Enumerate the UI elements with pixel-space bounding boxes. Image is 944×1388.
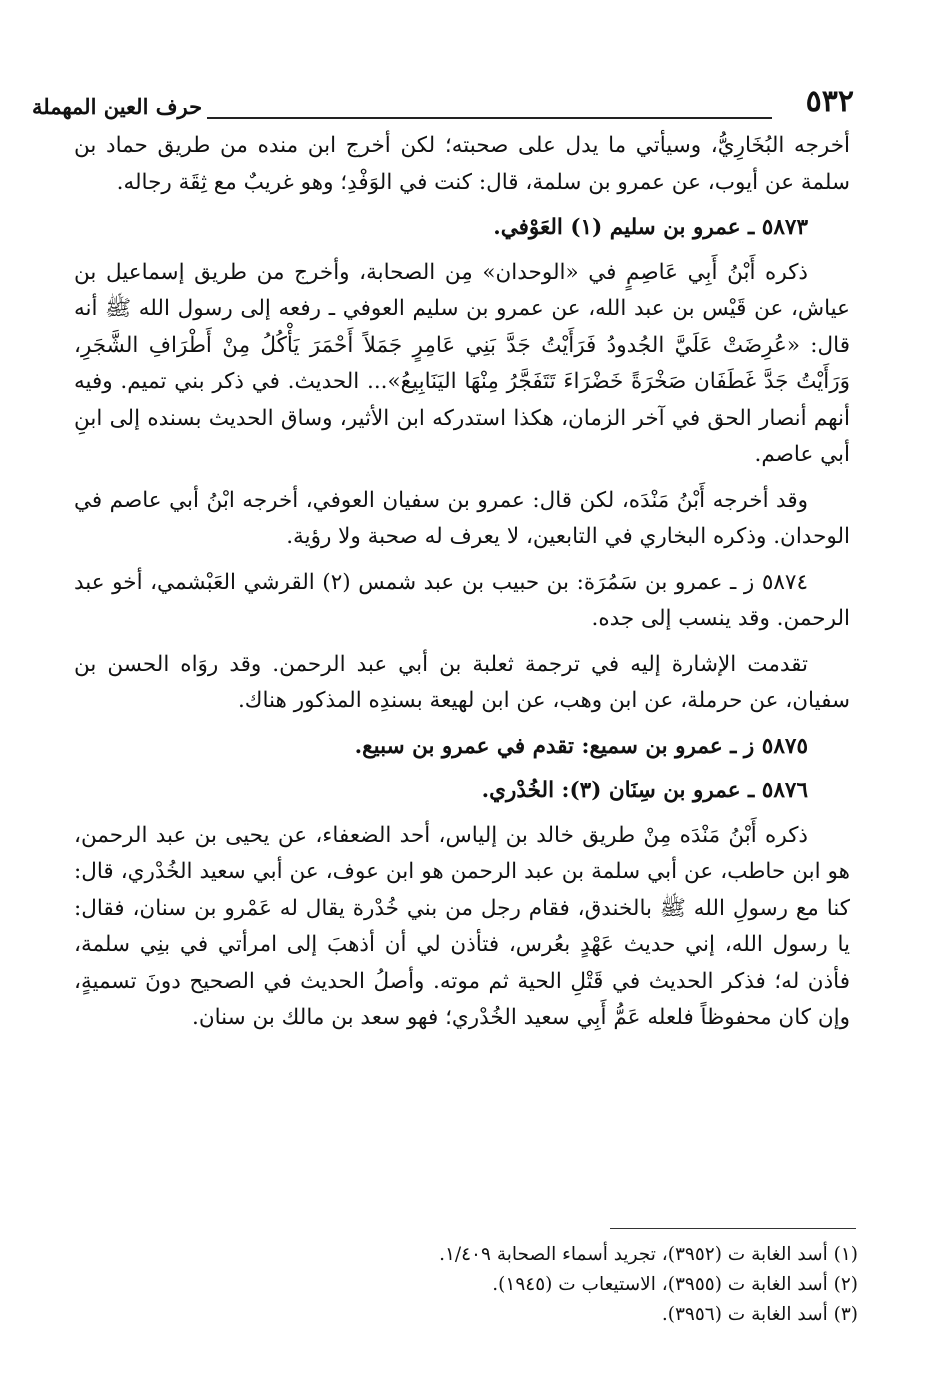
paragraph: أخرجه البُخَارِيُّ، وسيأتي ما يدل على صحبته؛ لكن أخرج ابن منده من طريق حماد بن سلمة عن أيوب، عن عمرو بن سلمة، قال: كنت في الوَفْدِ؛ وهو غريبٌ مع ثِقَة رجاله. <box>74 133 850 195</box>
running-title: حرف العين المهملة <box>32 94 203 119</box>
footnotes <box>82 1240 858 1330</box>
paragraph: تقدمت الإشارة إليه في ترجمة ثعلبة بن أبي عبد الرحمن. وقد روَاه الحسن بن سفيان، عن حرملة، عن ابن وهب، عن ابن لهيعة بسندِه المذكور هناك. <box>74 651 850 713</box>
entry-heading: ٥٨٧٣ ـ عمرو بن سليم (١) العَوْفي. <box>493 215 808 240</box>
footnote: (٢) أسد الغابة ت (٣٩٥٥)، الاستيعاب ت (١٩٤٥). <box>492 1274 858 1295</box>
footnote: (١) أسد الغابة ت (٣٩٥٢)، تجريد أسماء الصحابة ١/٤٠٩. <box>439 1244 858 1265</box>
paragraph: ذكره أَبْنُ أَبِي عَاصِمٍ في «الوحدان» مِن الصحابة، وأخرج من طريق إسماعيل بن عياش، عن قَيْس بن عبد الله، عن عمرو بن سليم العوفي ـ رفعه إلى رسول الله ﷺ أنه قال: «عُرِضَتْ عَلَيَّ الجُدودُ فَرَأَيْتُ جَدَّ بَنِي عَامِرٍ جَمَلاً أَحْمَرَ يَأْكُلُ مِنْ أَطْرَافِ الشَّجَرِ، وَرَأَيْتُ جَدَّ غَطَفَان صَخْرَةً خَضْرَاءَ تَتَفَجَّرُ مِنْهَا اليَنَابِيعُ»... الحديث. في ذكر بني تميم. وفيه أنهم أنصار الحق في آخر الزمان، هكذا استدركه ابن الأثير، وساق الحديث بسنده إلى ابنِ أبي عاصم. <box>74 259 850 467</box>
page-header <box>32 84 854 124</box>
entry-heading: ٥٨٧٤ ز ـ عمرو بن سَمُرَة: بن حبيب بن عبد شمس (٢) القرشي العَبْشمي، أخو عبد الرحمن. وقد ينسب إلى جده. <box>74 569 850 631</box>
header-rule <box>207 117 772 119</box>
paragraph: وقد أخرجه أَبْنُ مَنْدَه، لكن قال: عمرو بن سفيان العوفي، أخرجه ابْنُ أبي عاصم في الوحدان. وذكره البخاري في التابعين، لا يعرف له صحبة ولا رؤية. <box>74 487 850 549</box>
page-number: ٥٣٢ <box>805 84 854 119</box>
footnote-rule <box>610 1228 856 1229</box>
entry-heading: ٥٨٧٦ ـ عمرو بن سِنَان (٣): الخُدْري. <box>481 778 808 803</box>
paragraph: ذكره أَبْنُ مَنْدَه مِنْ طريق خالد بن إلياس، أحد الضعفاء، عن يحيى بن عبد الرحمن، هو ابن حاطب، عن أبي سلمة بن عبد الرحمن هو ابن عوف، عن أبي سعيد الخُدْري، قال: كنا مع رسولِ الله ﷺ بالخندق، فقام رجل من بني خُدْرة يقال له عَمْرو بن سنان، فقال: يا رسول الله، إني حديث عَهْدٍ بعُرس، فتأذن لي أن أذهبَ إلى امرأتي في بنِي سلمة، فأذن له؛ فذكر الحديث في قَتْلِ الحية ثم موته. وأصلُ الحديث في الصحيح دونَ تسميةٍ، وإن كان محفوظاً فلعله عَمُّ أَبِي سعيد الخُدْري؛ فهو سعد بن مالك بن سنان. <box>74 822 850 1030</box>
entry-heading: ٥٨٧٥ ز ـ عمرو بن سميع: تقدم في عمرو بن سبيع. <box>354 733 808 759</box>
footnote: (٣) أسد الغابة ت (٣٩٥٦). <box>661 1304 858 1325</box>
page-body <box>74 128 850 1046</box>
